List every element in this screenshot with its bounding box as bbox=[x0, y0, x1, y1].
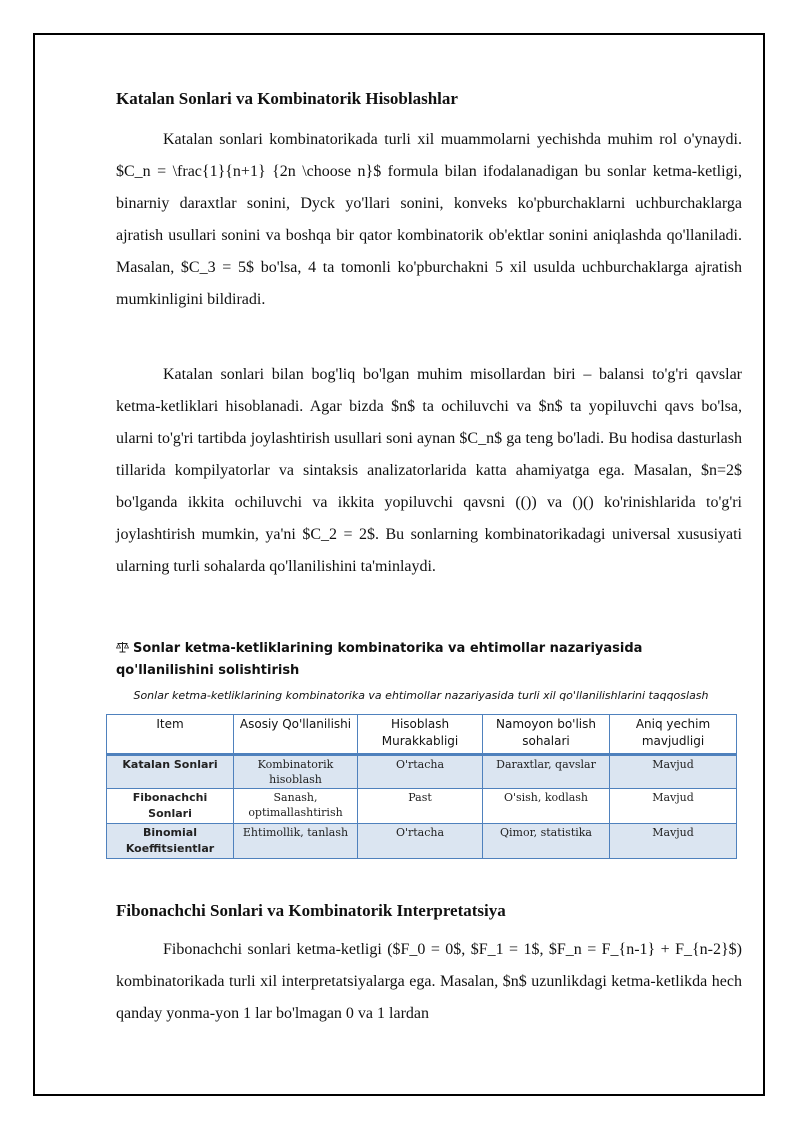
row-label: Katalan Sonlari bbox=[107, 755, 234, 789]
column-header: Namoyon bo'lish sohalari bbox=[483, 715, 610, 755]
table-cell: O'rtacha bbox=[358, 755, 483, 789]
column-header: Aniq yechim mavjudligi bbox=[610, 715, 737, 755]
section-heading-catalan: Katalan Sonlari va Kombinatorik Hisoblashlar bbox=[116, 89, 458, 108]
table-cell: Sanash, optimallashtirish bbox=[234, 789, 358, 824]
paragraph-catalan-brackets: Katalan sonlari bilan bog'liq bo'lgan muhim misollardan biri – balansi to'g'ri qavslar ketma-ketliklari hisoblanadi. Agar bizda $n$ ta ochiluvchi va $n$ ta yopiluvchi qavs bo'lsa, ularni to'g'ri tartibda joylashtirish usullari soni aynan $C_n$ ga teng bo'ladi. Bu hodisa dasturlash tillarida kompilyatorlar va sintaksis analizatorlarida katta ahamiyatga ega. Masalan, $n=2$ bo'lganda ikkita ochiluvchi va ikkita yopiluvchi qavsni (()) va ()() ko'rinishlarida to'g'ri joylashtirish mumkin, ya'ni $C_2 = 2$. Bu sonlarning kombinatorikadagi universal xususiyati ularning turli sohalarda qo'llanilishini ta'minlaydi. bbox=[116, 366, 742, 575]
table-header-row bbox=[107, 715, 737, 755]
column-header: Asosiy Qo'llanilishi bbox=[234, 715, 358, 755]
table-cell: Kombinatorik hisoblash bbox=[234, 755, 358, 789]
table-title bbox=[116, 638, 736, 681]
table-cell: O'sish, kodlash bbox=[483, 789, 610, 824]
table-row bbox=[107, 789, 737, 824]
table-title-text: Sonlar ketma-ketliklarining kombinatorika va ehtimollar nazariyasida qo'llanilishini solishtirish bbox=[116, 641, 643, 678]
row-label: Binomial Koeffitsientlar bbox=[107, 824, 234, 859]
table-cell: O'rtacha bbox=[358, 824, 483, 859]
paragraph-fibonacci-intro: Fibonachchi sonlari ketma-ketligi ($F_0 = 0$, $F_1 = 1$, $F_n = F_{n-1} + F_{n-2}$) kombinatorikada turli xil interpretatsiyalarga ega. Masalan, $n$ uzunlikdagi ketma-ketlikda hech qanday yonma-yon 1 lar bo'lmagan 0 va 1 lardan bbox=[116, 941, 742, 1022]
row-label: Fibonachchi Sonlari bbox=[107, 789, 234, 824]
comparison-table bbox=[106, 714, 737, 859]
table-cell: Qimor, statistika bbox=[483, 824, 610, 859]
table-cell: Ehtimollik, tanlash bbox=[234, 824, 358, 859]
table-cell: Past bbox=[358, 789, 483, 824]
table-cell: Mavjud bbox=[610, 789, 737, 824]
table-cell: Mavjud bbox=[610, 755, 737, 789]
table-row bbox=[107, 755, 737, 789]
column-header: Item bbox=[107, 715, 234, 755]
section-heading-fibonacci: Fibonachchi Sonlari va Kombinatorik Interpretatsiya bbox=[116, 901, 506, 920]
table-cell: Daraxtlar, qavslar bbox=[483, 755, 610, 789]
table-caption: Sonlar ketma-ketliklarining kombinatorika va ehtimollar nazariyasida turli xil qo'llanilishlarini taqqoslash bbox=[133, 689, 709, 702]
column-header: Hisoblash Murakkabligi bbox=[358, 715, 483, 755]
paragraph-catalan-intro: Katalan sonlari kombinatorikada turli xil muammolarni yechishda muhim rol o'ynaydi. $C_n = \frac{1}{n+1} {2n \choose n}$ formula bilan ifodalanadigan bu sonlar ketma-ketligi, binarniy daraxtlar sonini, Dyck yo'llari sonini, konveks ko'pburchaklarni uchburchaklarga ajratish usullari sonini va boshqa bir qator kombinatorik ob'ektlar sonini aniqlashda qo'llaniladi. Masalan, $C_3 = 5$ bo'lsa, 4 ta tomonli ko'pburchakni 5 xil usulda uchburchaklarga ajratish mumkinligini bildiradi. bbox=[116, 131, 742, 308]
table-row bbox=[107, 824, 737, 859]
balance-scale-icon bbox=[116, 639, 129, 660]
table-cell: Mavjud bbox=[610, 824, 737, 859]
